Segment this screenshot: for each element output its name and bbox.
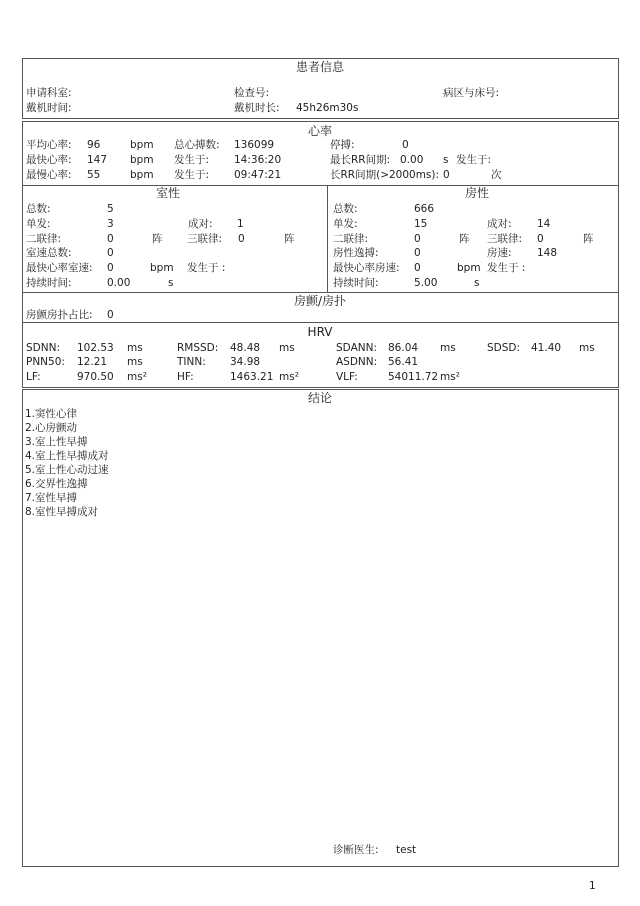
v-label: 总数: bbox=[26, 203, 51, 215]
conclusion-item: 7.室性早搏 bbox=[25, 492, 78, 504]
hrv-label: ASDNN: bbox=[336, 356, 378, 368]
hr-value: 96 bbox=[87, 139, 101, 151]
a-value: 5.00 bbox=[414, 277, 438, 289]
v-value: 1 bbox=[237, 218, 244, 230]
v-unit: s bbox=[168, 277, 174, 289]
conclusion-section bbox=[22, 389, 619, 867]
v-unit: 阵 bbox=[152, 233, 163, 245]
divider bbox=[22, 185, 619, 186]
a-label: 成对: bbox=[487, 218, 512, 230]
hrv-value: 56.41 bbox=[388, 356, 419, 368]
hrv-label: RMSSD: bbox=[177, 342, 219, 354]
hr-value: 147 bbox=[87, 154, 108, 166]
a-value: 0 bbox=[414, 233, 421, 245]
a-label: 单发: bbox=[333, 218, 358, 230]
divider bbox=[22, 322, 619, 323]
a-label: 持续时间: bbox=[333, 277, 379, 289]
hr-label: 平均心率: bbox=[26, 139, 72, 151]
hr-label: 最慢心率: bbox=[26, 169, 72, 181]
hr-unit: bpm bbox=[130, 169, 154, 181]
divider bbox=[22, 292, 619, 293]
v-label: 最快心率室速: bbox=[26, 262, 93, 274]
hrv-value: 12.21 bbox=[77, 356, 108, 368]
hr-label: 发生于: bbox=[174, 169, 210, 181]
hrv-unit: ms bbox=[440, 342, 456, 354]
hrv-value: 102.53 bbox=[77, 342, 114, 354]
hr-label: 停搏: bbox=[330, 139, 355, 151]
doctor-name: test bbox=[396, 844, 417, 856]
doctor-label: 诊断医生: bbox=[333, 844, 379, 856]
conclusion-item: 4.室上性早搏成对 bbox=[25, 450, 109, 462]
v-value: 0 bbox=[107, 262, 114, 274]
hr-unit: s bbox=[443, 154, 449, 166]
hrv-label: PNN50: bbox=[26, 356, 65, 368]
wear-duration-label: 戴机时长: bbox=[234, 102, 280, 114]
a-unit: 阵 bbox=[459, 233, 470, 245]
a-label: 最快心率房速: bbox=[333, 262, 400, 274]
a-label: 总数: bbox=[333, 203, 358, 215]
v-unit: bpm bbox=[150, 262, 174, 274]
hr-title: 心率 bbox=[307, 124, 333, 138]
ventricular-title: 室性 bbox=[155, 186, 181, 200]
af-title: 房颤/房扑 bbox=[293, 294, 347, 308]
hrv-value: 34.98 bbox=[230, 356, 261, 368]
hrv-label: TINN: bbox=[177, 356, 206, 368]
v-value: 5 bbox=[107, 203, 114, 215]
hr-label: 长RR间期(>2000ms): bbox=[330, 169, 440, 181]
hrv-value: 54011.72 bbox=[388, 371, 439, 383]
hr-value: 09:47:21 bbox=[234, 169, 282, 181]
af-label: 房颤房扑占比: bbox=[26, 309, 93, 321]
hrv-label: LF: bbox=[26, 371, 41, 383]
hr-label: 发生于: bbox=[174, 154, 210, 166]
v-label: 二联律: bbox=[26, 233, 62, 245]
a-value: 15 bbox=[414, 218, 428, 230]
v-label: 三联律: bbox=[187, 233, 223, 245]
hrv-unit: ms bbox=[127, 342, 143, 354]
hr-value: 0.00 bbox=[400, 154, 424, 166]
a-unit: bpm bbox=[457, 262, 481, 274]
hr-label: 发生于: bbox=[456, 154, 492, 166]
hr-label: 最长RR间期: bbox=[330, 154, 391, 166]
v-label: 发生于 : bbox=[187, 262, 226, 274]
wear-time-label: 戴机时间: bbox=[26, 102, 72, 114]
conclusion-item: 1.窦性心律 bbox=[25, 408, 78, 420]
a-value: 666 bbox=[414, 203, 435, 215]
a-value: 0 bbox=[537, 233, 544, 245]
hrv-value: 1463.21 bbox=[230, 371, 274, 383]
a-value: 0 bbox=[414, 247, 421, 259]
hrv-unit: ms bbox=[279, 342, 295, 354]
v-value: 0.00 bbox=[107, 277, 131, 289]
a-value: 14 bbox=[537, 218, 551, 230]
a-value: 0 bbox=[414, 262, 421, 274]
hr-value: 14:36:20 bbox=[234, 154, 282, 166]
hr-value: 0 bbox=[443, 169, 450, 181]
v-unit: 阵 bbox=[284, 233, 295, 245]
hrv-unit: ms² bbox=[279, 371, 299, 383]
hrv-value: 970.50 bbox=[77, 371, 114, 383]
hrv-label: SDANN: bbox=[336, 342, 377, 354]
hrv-value: 48.48 bbox=[230, 342, 261, 354]
v-value: 3 bbox=[107, 218, 114, 230]
hr-value: 0 bbox=[402, 139, 409, 151]
hrv-value: 41.40 bbox=[531, 342, 562, 354]
hr-unit: bpm bbox=[130, 139, 154, 151]
a-unit: s bbox=[474, 277, 480, 289]
a-label: 房性逸搏: bbox=[333, 247, 379, 259]
v-label: 室速总数: bbox=[26, 247, 72, 259]
a-label: 三联律: bbox=[487, 233, 523, 245]
hr-unit: bpm bbox=[130, 154, 154, 166]
wear-duration: 45h26m30s bbox=[296, 102, 359, 114]
hr-label: 最快心率: bbox=[26, 154, 72, 166]
hrv-unit: ms bbox=[579, 342, 595, 354]
hrv-unit: ms bbox=[127, 356, 143, 368]
hrv-unit: ms² bbox=[127, 371, 147, 383]
conclusion-item: 3.室上性早搏 bbox=[25, 436, 88, 448]
hrv-title: HRV bbox=[307, 325, 333, 339]
hrv-label: HF: bbox=[177, 371, 194, 383]
v-value: 0 bbox=[107, 247, 114, 259]
patient-title: 患者信息 bbox=[295, 60, 345, 74]
a-value: 148 bbox=[537, 247, 558, 259]
a-label: 发生于 : bbox=[487, 262, 526, 274]
af-value: 0 bbox=[107, 309, 114, 321]
a-label: 房速: bbox=[487, 247, 512, 259]
v-label: 持续时间: bbox=[26, 277, 72, 289]
dept-label: 申请科室: bbox=[26, 87, 72, 99]
hr-label: 总心搏数: bbox=[174, 139, 220, 151]
conclusion-item: 2.心房颤动 bbox=[25, 422, 78, 434]
v-value: 0 bbox=[107, 233, 114, 245]
hrv-label: SDNN: bbox=[26, 342, 60, 354]
conclusion-item: 8.室性早搏成对 bbox=[25, 506, 99, 518]
v-label: 单发: bbox=[26, 218, 51, 230]
exam-no-label: 检查号: bbox=[234, 87, 270, 99]
a-unit: 阵 bbox=[583, 233, 594, 245]
conclusion-title: 结论 bbox=[307, 391, 333, 405]
hrv-value: 86.04 bbox=[388, 342, 419, 354]
v-label: 成对: bbox=[188, 218, 213, 230]
a-label: 二联律: bbox=[333, 233, 369, 245]
atrial-title: 房性 bbox=[464, 186, 490, 200]
hr-unit: 次 bbox=[491, 169, 502, 181]
divider bbox=[327, 185, 328, 292]
hrv-label: SDSD: bbox=[487, 342, 521, 354]
conclusion-item: 5.室上性心动过速 bbox=[25, 464, 109, 476]
hrv-label: VLF: bbox=[336, 371, 358, 383]
conclusion-item: 6.交界性逸搏 bbox=[25, 478, 88, 490]
hr-value: 55 bbox=[87, 169, 101, 181]
ward-bed-label: 病区与床号: bbox=[443, 87, 500, 99]
page-number: 1 bbox=[589, 880, 596, 892]
hr-value: 136099 bbox=[234, 139, 275, 151]
hrv-unit: ms² bbox=[440, 371, 460, 383]
v-value: 0 bbox=[238, 233, 245, 245]
